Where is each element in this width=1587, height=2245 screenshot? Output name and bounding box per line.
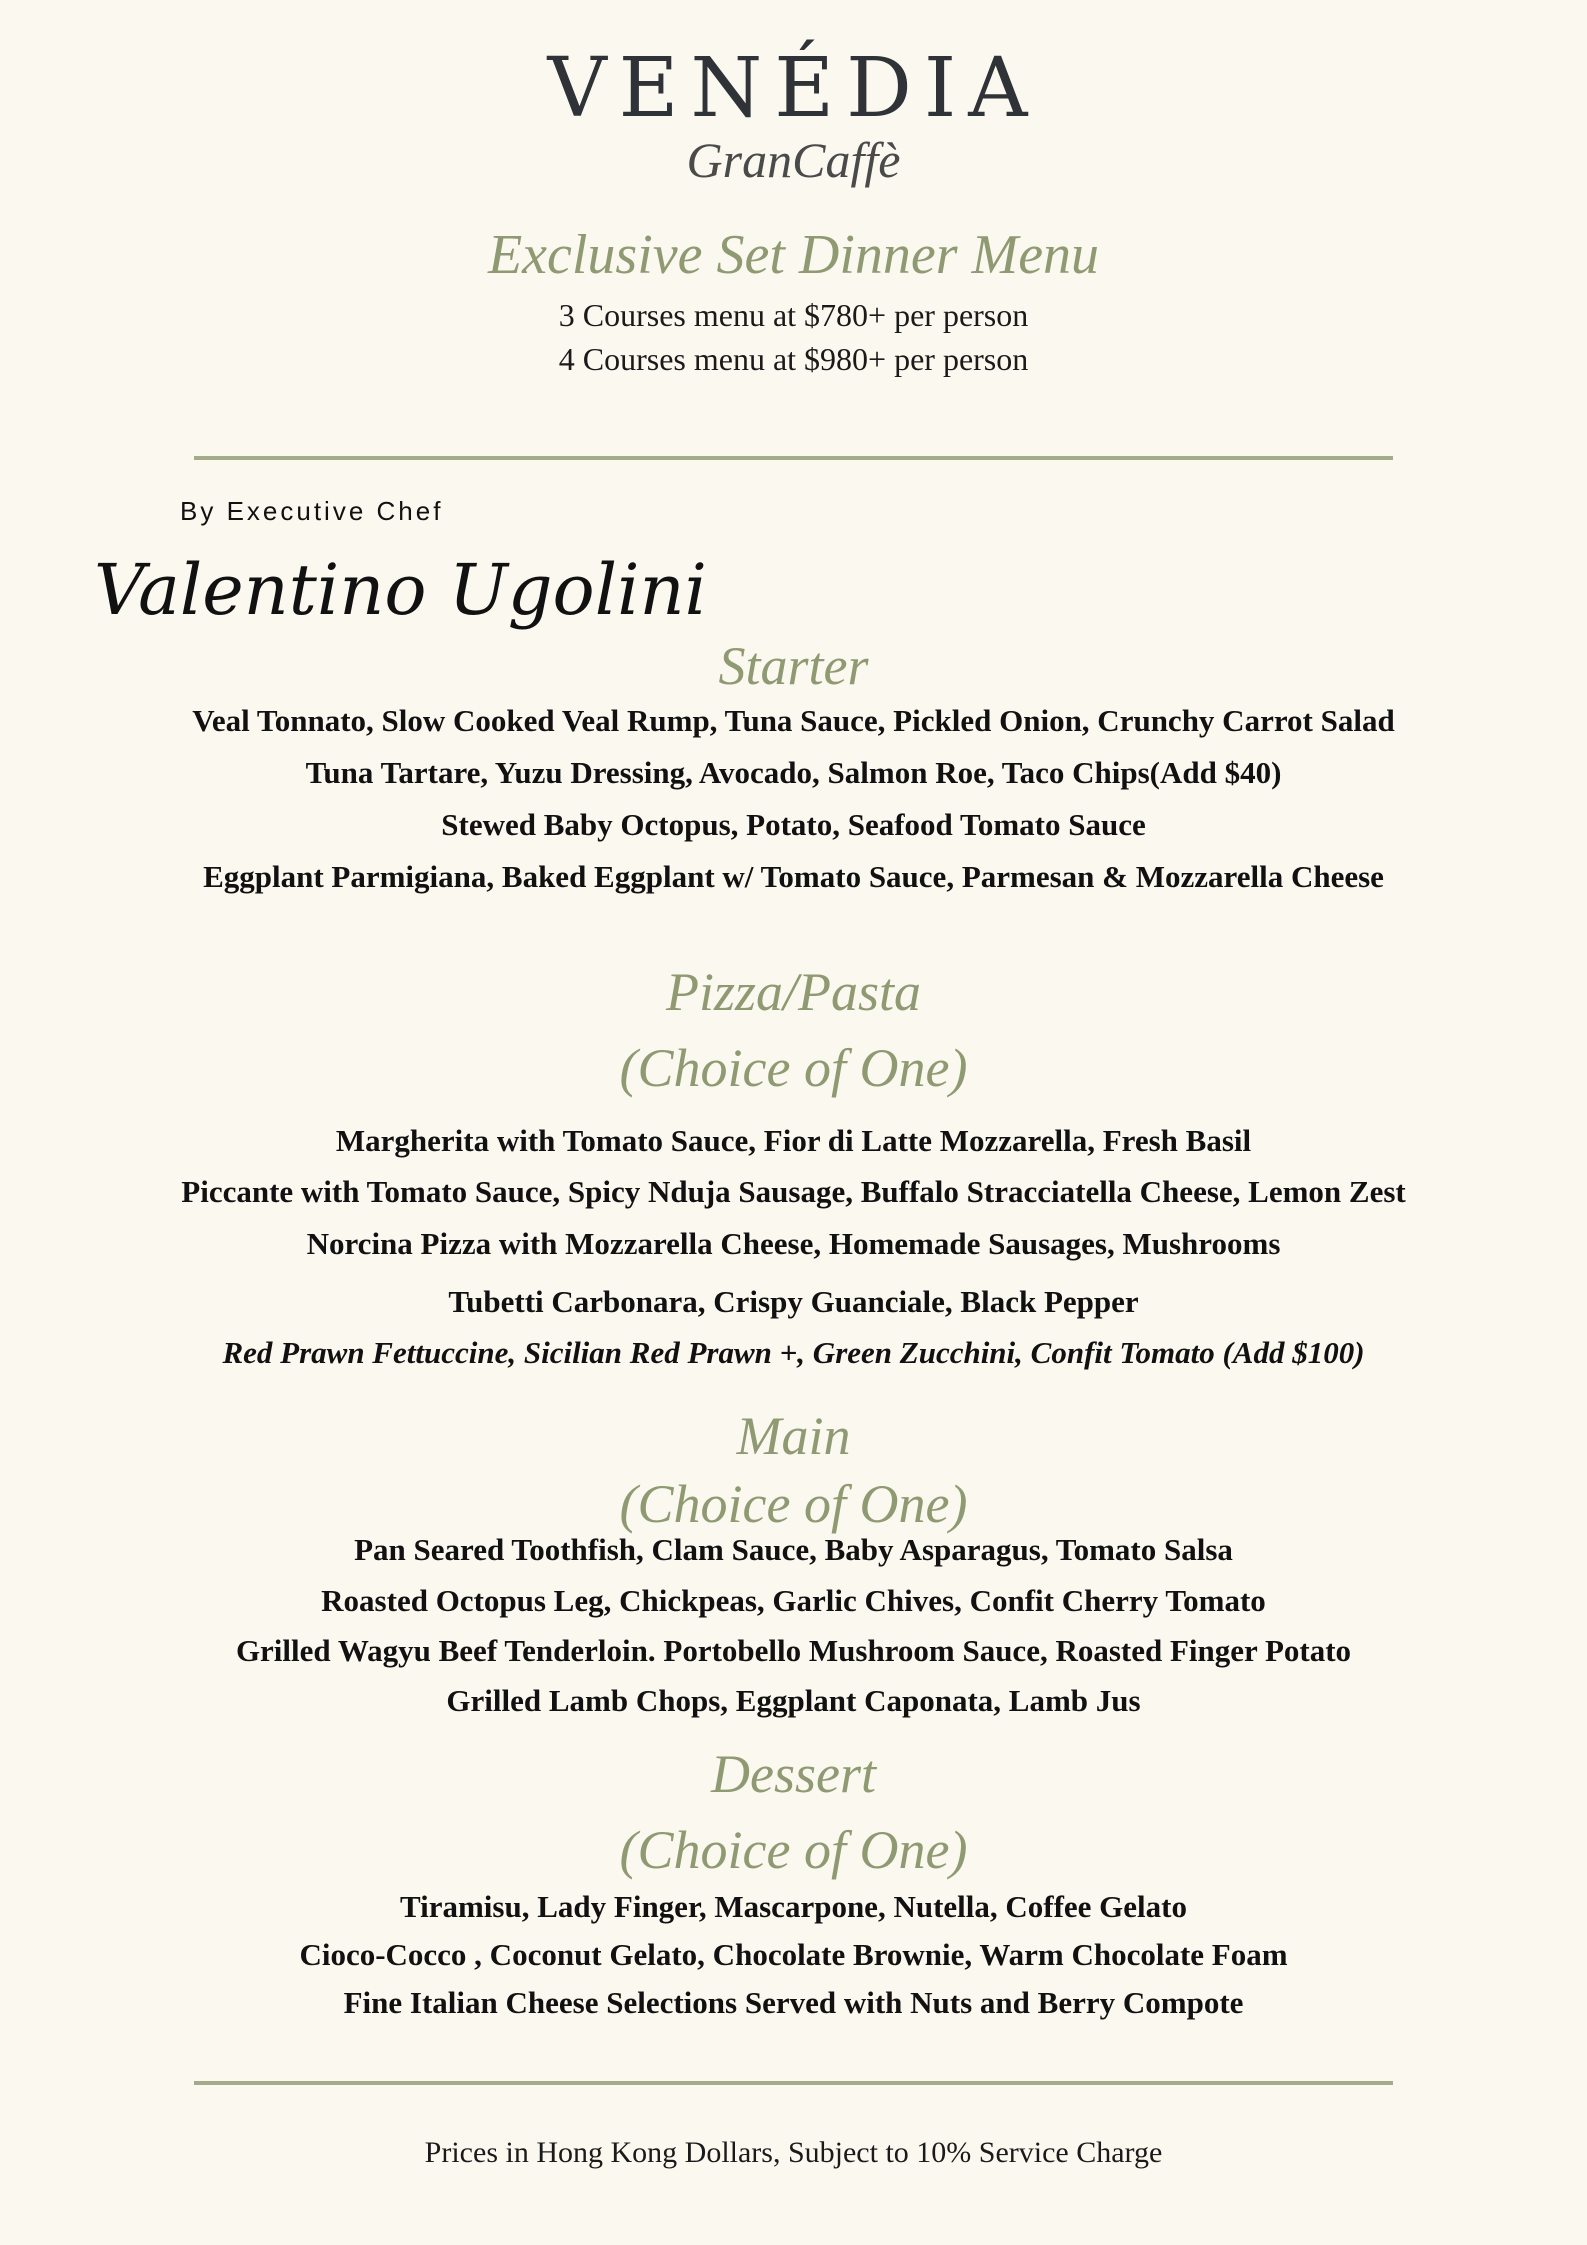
main-item: Pan Seared Toothfish, Clam Sauce, Baby Asparagus, Tomato Salsa — [354, 1532, 1233, 1567]
main-item: Grilled Wagyu Beef Tenderloin. Portobello Mushroom Sauce, Roasted Finger Potato — [235, 1633, 1352, 1668]
chef-name: Valentino Ugolini — [94, 549, 707, 631]
dessert-item: Tiramisu, Lady Finger, Mascarpone, Nutella, Coffee Gelato — [400, 1889, 1187, 1924]
top-divider — [194, 456, 1393, 460]
pizza-pasta-item: Margherita with Tomato Sauce, Fior di Latte Mozzarella, Fresh Basil — [335, 1123, 1252, 1158]
pizza-pasta-item: Norcina Pizza with Mozzarella Cheese, Homemade Sausages, Mushrooms — [306, 1226, 1281, 1261]
main-item: Grilled Lamb Chops, Eggplant Caponata, Lamb Jus — [446, 1683, 1141, 1718]
bottom-divider — [194, 2081, 1393, 2085]
section-subtitle-pizza-pasta: (Choice of One) — [619, 1038, 968, 1098]
pizza-pasta-item: Tubetti Carbonara, Crispy Guanciale, Black Pepper — [448, 1284, 1139, 1319]
price-line-4-courses: 4 Courses menu at $980+ per person — [558, 341, 1029, 377]
brand-name: VENÉDIA — [547, 41, 1040, 136]
starter-item: Stewed Baby Octopus, Potato, Seafood Tomato Sauce — [441, 807, 1146, 842]
section-title-main: Main — [736, 1406, 851, 1466]
main-item: Roasted Octopus Leg, Chickpeas, Garlic Chives, Confit Cherry Tomato — [321, 1583, 1266, 1618]
starter-item: Eggplant Parmigiana, Baked Eggplant w/ Tomato Sauce, Parmesan & Mozzarella Cheese — [203, 859, 1384, 894]
menu-title: Exclusive Set Dinner Menu — [487, 224, 1100, 286]
section-subtitle-dessert: (Choice of One) — [619, 1820, 968, 1880]
starter-item: Tuna Tartare, Yuzu Dressing, Avocado, Salmon Roe, Taco Chips(Add $40) — [305, 755, 1282, 790]
footer-note: Prices in Hong Kong Dollars, Subject to 10% Service Charge — [424, 2136, 1163, 2169]
brand-subtitle: GranCaffè — [686, 132, 901, 188]
section-subtitle-main: (Choice of One) — [619, 1474, 968, 1534]
starter-item: Veal Tonnato, Slow Cooked Veal Rump, Tuna Sauce, Pickled Onion, Crunchy Carrot Salad — [192, 703, 1395, 738]
section-title-starter: Starter — [718, 636, 869, 696]
chef-byline: By Executive Chef — [180, 496, 444, 526]
section-title-dessert: Dessert — [711, 1744, 876, 1804]
pizza-pasta-item: Red Prawn Fettuccine, Sicilian Red Prawn +, Green Zucchini, Confit Tomato (Add $100) — [222, 1335, 1365, 1370]
dessert-item: Fine Italian Cheese Selections Served with Nuts and Berry Compote — [343, 1985, 1244, 2020]
section-title-pizza-pasta: Pizza/Pasta — [665, 962, 922, 1022]
price-line-3-courses: 3 Courses menu at $780+ per person — [558, 297, 1029, 333]
dessert-item: Cioco-Cocco , Coconut Gelato, Chocolate Brownie, Warm Chocolate Foam — [299, 1937, 1288, 1972]
pizza-pasta-item: Piccante with Tomato Sauce, Spicy Nduja Sausage, Buffalo Stracciatella Cheese, Lemon Zest — [181, 1174, 1406, 1209]
